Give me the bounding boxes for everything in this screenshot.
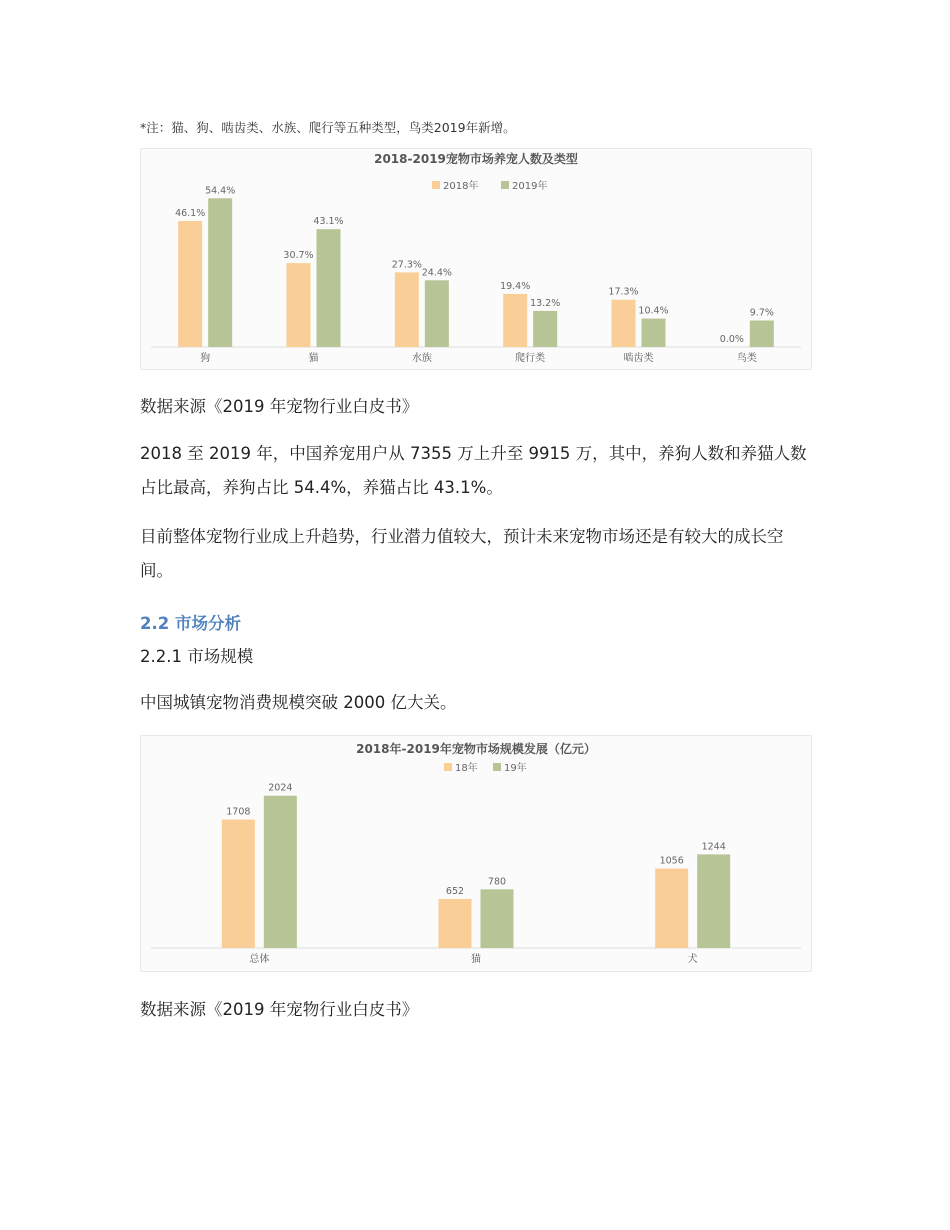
legend-swatch-1 [493, 763, 501, 771]
legend-swatch-0 [444, 763, 452, 771]
bar-2019年-爬行类 [533, 311, 557, 347]
bar-2019年-猫 [317, 229, 341, 347]
data-label-2018年-爬行类: 19.4% [500, 280, 531, 292]
data-label-2018年-水族: 27.3% [391, 259, 422, 271]
paragraph-trend: 目前整体宠物行业成上升趋势，行业潜力值较大，预计未来宠物市场还是有较大的成长空间。 [140, 527, 784, 580]
source-note-2: 数据来源《2019 年宠物行业白皮书》 [140, 1000, 419, 1019]
bar-2018年-狗 [178, 221, 202, 347]
bar-18年-总体 [222, 819, 255, 948]
data-label-2019年-狗: 54.4% [205, 185, 236, 197]
source-note-1: 数据来源《2019 年宠物行业白皮书》 [140, 397, 419, 416]
bar-19年-猫 [481, 889, 514, 948]
category-label-猫: 猫 [308, 353, 319, 364]
bar-2019年-啮齿类 [642, 319, 666, 347]
legend-label-1: 19年 [504, 763, 527, 774]
legend-swatch-1 [501, 181, 509, 189]
category-label-猫: 猫 [471, 954, 481, 965]
data-label-2019年-水族: 24.4% [421, 267, 452, 279]
category-label-狗: 狗 [200, 353, 211, 364]
subsection-heading: 2.2.1 市场规模 [140, 647, 254, 666]
bar-2019年-水族 [425, 280, 449, 347]
legend-swatch-0 [432, 181, 440, 189]
data-label-2018年-鸟类: 0.0% [719, 334, 744, 345]
data-label-19年-猫: 780 [487, 876, 507, 888]
bar-18年-犬 [655, 869, 688, 948]
bar-2019年-狗 [208, 198, 232, 347]
data-label-2018年-狗: 46.1% [175, 207, 206, 219]
paragraph-market-scale: 中国城镇宠物消费规模突破 2000 亿大关。 [140, 693, 457, 712]
bar-2018年-水族 [395, 272, 419, 347]
pet-owners-chart-svg [141, 149, 811, 369]
category-label-鸟类: 鸟类 [736, 353, 757, 364]
pet-owners-chart [140, 148, 812, 370]
legend-label-0: 18年 [455, 763, 478, 774]
paragraph-pet-owners: 2018 至 2019 年，中国养宠用户从 7355 万上升至 9915 万，其中，养狗人数和养猫人数占比最高，养狗占比 54.4%，养猫占比 43.1%。 [140, 444, 807, 497]
data-label-19年-犬: 1244 [701, 841, 726, 853]
data-label-2019年-啮齿类: 10.4% [638, 305, 669, 317]
data-label-19年-总体: 2024 [268, 782, 293, 794]
bar-2018年-啮齿类 [612, 300, 636, 347]
data-label-2019年-鸟类: 9.7% [749, 307, 774, 319]
data-label-2018年-猫: 30.7% [283, 250, 314, 262]
chart-note: *注：猫、狗、啮齿类、水族、爬行等五种类型，鸟类2019年新增。 [140, 120, 516, 135]
bar-2018年-爬行类 [503, 294, 527, 347]
section-heading: 2.2 市场分析 [140, 614, 241, 633]
bar-2019年-鸟类 [750, 320, 774, 347]
data-label-18年-犬: 1056 [659, 855, 684, 867]
data-label-2019年-猫: 43.1% [313, 216, 344, 228]
bar-19年-犬 [697, 854, 730, 948]
bar-2018年-猫 [287, 263, 311, 347]
bar-19年-总体 [264, 796, 297, 948]
legend-label-0: 2018年 [443, 181, 479, 192]
market-scale-chart [140, 735, 812, 972]
category-label-水族: 水族 [411, 353, 432, 364]
category-label-爬行类: 爬行类 [515, 353, 546, 364]
chart-title: 2018-2019宠物市场养宠人数及类型 [374, 152, 578, 166]
data-label-2019年-爬行类: 13.2% [530, 297, 561, 309]
bar-18年-猫 [439, 899, 472, 948]
data-label-2018年-啮齿类: 17.3% [608, 286, 639, 298]
chart-title: 2018年-2019年宠物市场规模发展（亿元） [356, 742, 596, 756]
data-label-18年-总体: 1708 [226, 806, 251, 818]
category-label-犬: 犬 [687, 954, 698, 965]
category-label-总体: 总体 [249, 954, 270, 965]
data-label-18年-猫: 652 [445, 885, 465, 897]
market-scale-chart-svg [141, 736, 811, 971]
legend-label-1: 2019年 [512, 181, 548, 192]
category-label-啮齿类: 啮齿类 [623, 353, 654, 364]
